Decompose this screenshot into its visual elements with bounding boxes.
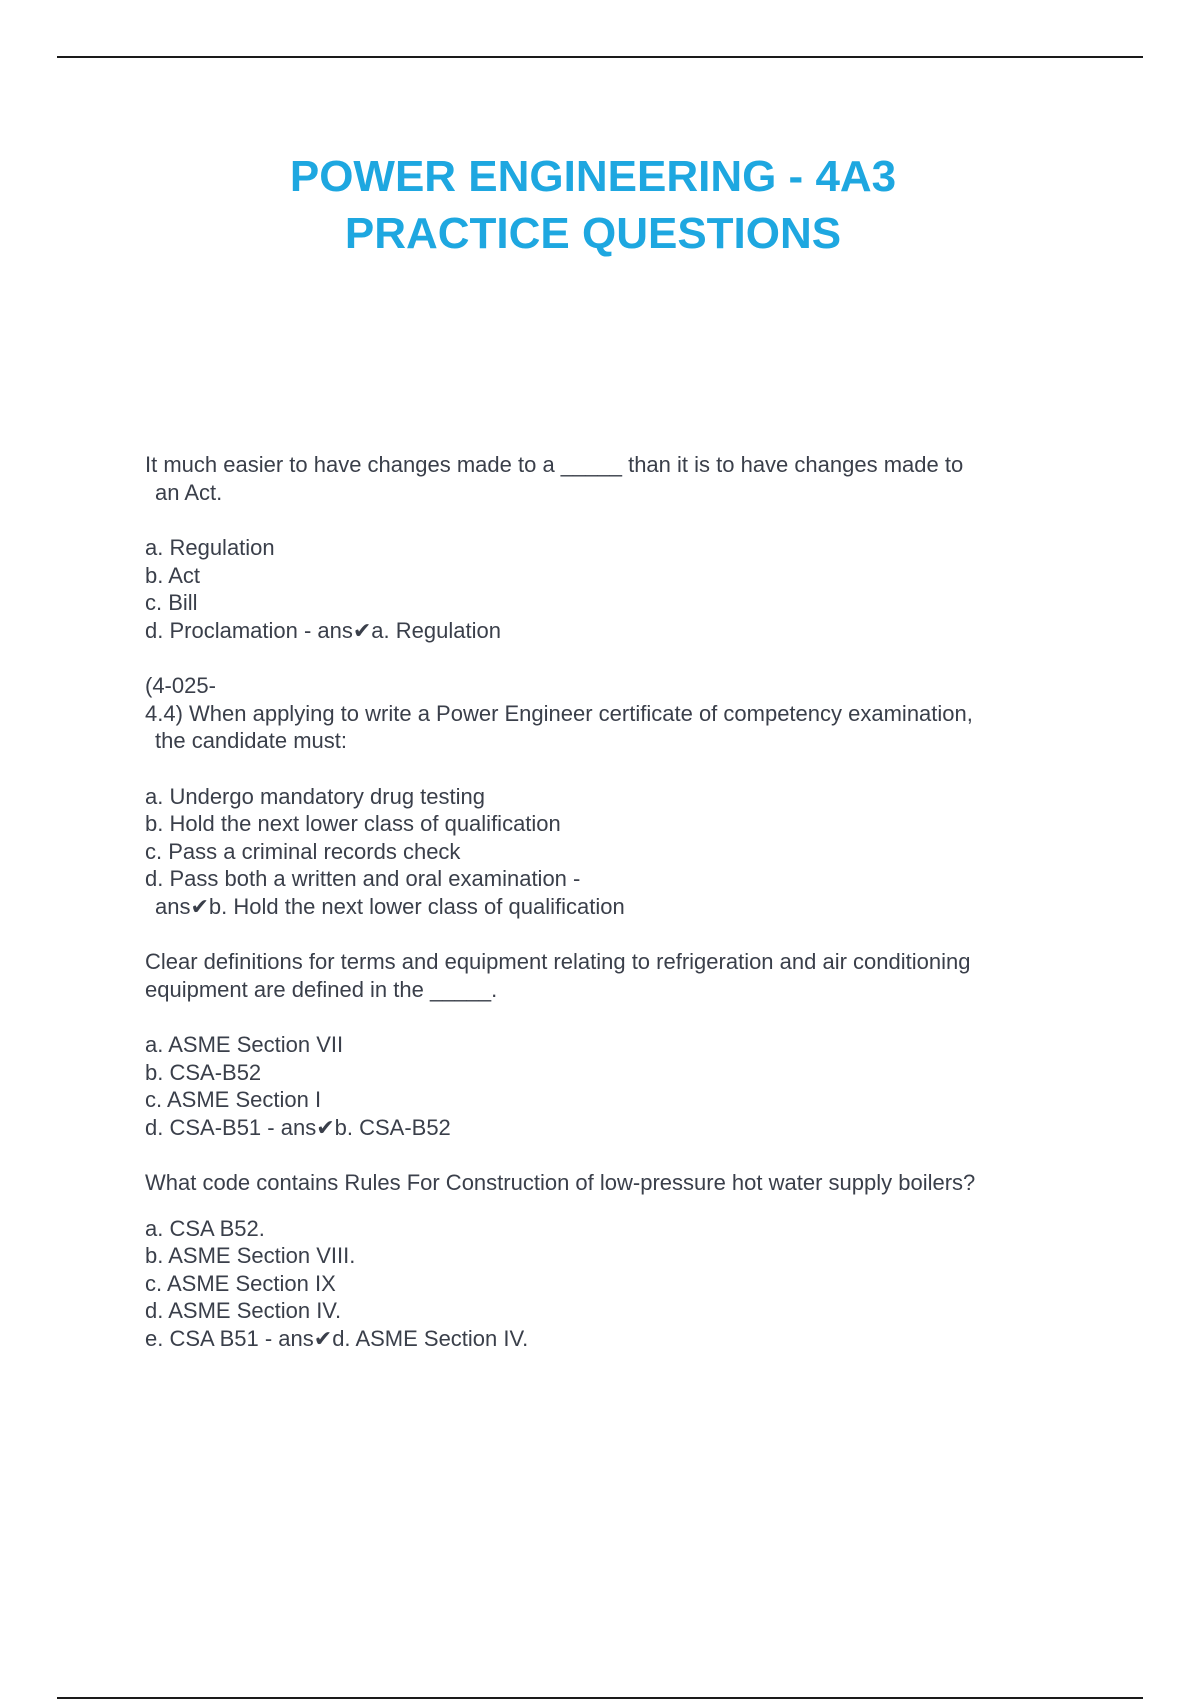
option: c. ASME Section I: [145, 1087, 322, 1112]
top-rule: [57, 56, 1143, 58]
option: a. Undergo mandatory drug testing: [145, 783, 485, 809]
question-2-text-line-2: the candidate must:: [155, 728, 348, 753]
question-1-options: [145, 534, 1085, 644]
answer-line: ans✔b. Hold the next lower class of qualification: [155, 893, 625, 919]
question-3-text-line-2: equipment are defined in the _____.: [145, 976, 498, 1002]
question-3: [145, 948, 1085, 1141]
question-3-options: [145, 1031, 1085, 1141]
question-3-text: [145, 948, 1085, 1003]
option-with-answer: d. CSA-B51 - ans✔b. CSA-B52: [145, 1114, 451, 1140]
questions-content: [145, 451, 1085, 1352]
question-1: [145, 451, 1085, 644]
option-with-answer: d. Proclamation - ans✔a. Regulation: [145, 617, 501, 643]
question-2: [145, 672, 1085, 920]
option: b. ASME Section VIII.: [145, 1243, 356, 1268]
question-1-text-line-2: an Act.: [155, 479, 223, 505]
question-4-options: [145, 1215, 1085, 1353]
question-2-options: [145, 783, 1085, 921]
option-with-answer: e. CSA B51 - ans✔d. ASME Section IV.: [145, 1325, 529, 1351]
option: c. ASME Section IX: [145, 1270, 336, 1296]
bottom-rule: [57, 1697, 1143, 1699]
option: b. Act: [145, 562, 201, 588]
option: a. CSA B52.: [145, 1215, 265, 1241]
question-1-text: [145, 451, 1085, 506]
option: b. Hold the next lower class of qualification: [145, 811, 561, 836]
question-2-text: [145, 700, 1085, 755]
question-4: [145, 1169, 1085, 1352]
question-4-text-line-1: What code contains Rules For Construction of low-pressure hot water supply boilers?: [145, 1170, 976, 1195]
option: c. Pass a criminal records check: [145, 838, 461, 864]
title-line-2: PRACTICE QUESTIONS: [344, 209, 842, 258]
question-2-text-line-1: 4.4) When applying to write a Power Engineer certificate of competency examination,: [145, 700, 973, 726]
option: a. Regulation: [145, 535, 275, 560]
question-2-reference: (4-025-: [145, 673, 216, 698]
question-4-text: [145, 1169, 1085, 1197]
question-3-text-line-1: Clear definitions for terms and equipment relating to refrigeration and air conditioning: [145, 949, 971, 974]
option: d. ASME Section IV.: [145, 1298, 342, 1323]
document-title: [0, 148, 1186, 262]
question-1-text-line-1: It much easier to have changes made to a _____ than it is to have changes made to: [145, 452, 964, 477]
option: b. CSA-B52: [145, 1059, 262, 1085]
option: d. Pass both a written and oral examination -: [145, 866, 581, 891]
option: a. ASME Section VII: [145, 1032, 344, 1057]
title-line-1: POWER ENGINEERING - 4A3: [289, 152, 897, 201]
option: c. Bill: [145, 590, 198, 615]
